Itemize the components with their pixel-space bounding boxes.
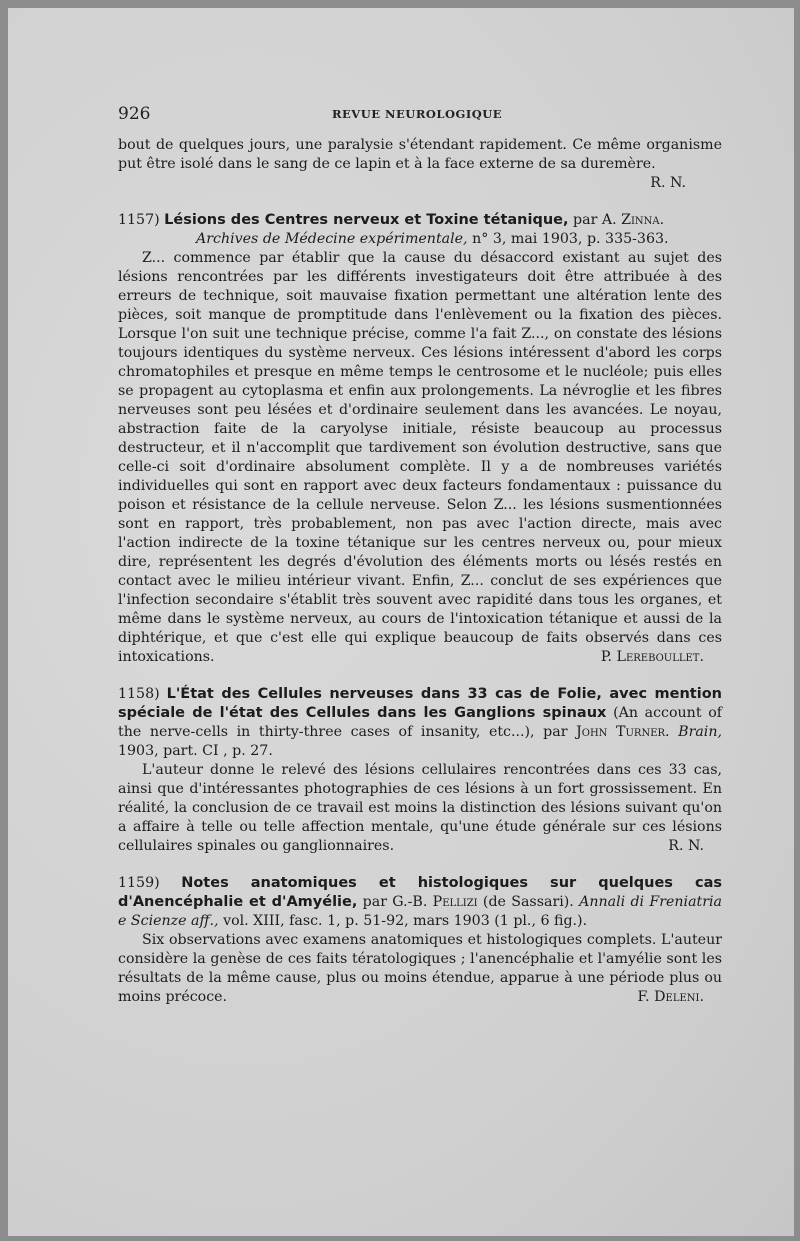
article-body: [118, 931, 722, 1007]
article-number: 1158): [118, 686, 160, 702]
intro-signature: R. N.: [650, 175, 686, 191]
article-author: G.-B. Pellizi: [392, 894, 478, 910]
article-author: A. Zinna.: [601, 212, 665, 228]
article-by: par: [357, 894, 393, 910]
article-title: Notes anatomiques et histologiques sur quelques cas d'Anencéphalie et d'Amyélie,: [118, 875, 722, 910]
article-signature: P. Lereboullet.: [600, 649, 704, 665]
page-number: 926: [118, 104, 151, 124]
article-details: vol. XIII, fasc. 1, p. 51-92, mars 1903 (1 pl., 6 fig.).: [218, 913, 588, 929]
page-body: [118, 136, 722, 1007]
article-text: Z... commence par établir que la cause du désaccord existant au sujet des lésions rencontrées par les différents investigateurs doit être attribuée à des erreurs de technique, soit mauvaise fixation permettant une altération lente des pièces, soit manque de promptitude dans l'enlèvement ou la fixation des pièces. Lorsque l'on suit une technique précise, comme l'a fait Z..., on constate des lésions toujours identiques du système nerveux. Ces lésions intéressent d'abord les corps chromatophiles et presque en même temps le centrosome et le nucléole; puis elles se propagent au cytoplasma et enfin aux prolongements. La névroglie et les fibres nerveuses sont peu lésées et d'ordinaire seulement dans les avancées. Le noyau, abstraction faite de la caryolyse initiale, résiste beaucoup au processus destructeur, et il n'accomplit que tardivement son évolution destructive, sans que celle-ci soit d'ordinaire absolument complète. Il y a de nombreuses variétés individuelles qui sont en rapport avec deux facteurs fondamentaux : puissance du poison et résistance de la cellule nerveuse. Selon Z... les lésions susmentionnées sont en rapport, très probablement, non pas avec l'action directe, mais avec l'action indirecte de la toxine tétanique sur les centres nerveux ou, pour mieux dire, représentent les degrés d'évolution des éléments morts ou lésés restés en contact avec le milieu intérieur vivant. Enfin, Z... conclut de ses expériences que l'infection secondaire s'établit très souvent avec rapidité dans tous les organes, et même dans le système nerveux, au cours de l'intoxication tétanique et aussi de la diphtérique, et que c'est elle qui explique beaucoup de faits observés dans ces intoxications.: [118, 250, 722, 665]
article-signature: F. Deleni.: [637, 989, 704, 1005]
article-ref-text: (An account of the nerve-cells in thirty-three cases of insanity, etc...), par: [118, 705, 722, 740]
article-origin: (de Sassari).: [477, 894, 580, 910]
article-journal: Brain,: [678, 724, 722, 740]
article-journal: Archives de Médecine expérimentale,: [196, 231, 468, 247]
intro-text: bout de quelques jours, une paralysie s'étendant rapidement. Ce même organisme put être isolé dans le sang de ce lapin et à la face externe de sa duremère.: [118, 137, 722, 172]
article-reference: [118, 230, 722, 249]
article-signature: R. N.: [668, 838, 704, 854]
page-header: [118, 104, 716, 126]
article-number: 1157): [118, 212, 160, 228]
article-by: par: [568, 212, 602, 228]
article-author: John Turner.: [576, 724, 670, 740]
intro-paragraph: [118, 136, 722, 174]
article-body: [118, 761, 722, 856]
article-text: L'auteur donne le relevé des lésions cellulaires rencontrées dans ces 33 cas, ainsi que d'intéressantes photographies de ces lésions à un fort grossissement. En réalité, la conclusion de ce travail est moins la distinction des lésions suivant qu'on a affaire à telle ou telle affection mentale, qu'une étude générale sur ces lésions cellulaires spinales ou ganglionnaires.: [118, 762, 722, 854]
article-1158: [118, 685, 722, 856]
article-body: [118, 249, 722, 667]
article-details: n° 3, mai 1903, p. 335-363.: [467, 231, 669, 247]
article-heading: [118, 874, 722, 931]
article-number: 1159): [118, 875, 160, 891]
scanned-page: [8, 8, 794, 1236]
article-1159: [118, 874, 722, 1007]
article-1157: [118, 211, 722, 667]
article-details: 1903, part. CI , p. 27.: [118, 743, 273, 759]
article-text: Six observations avec examens anatomiques et histologiques complets. L'auteur considère la genèse de ces faits tératologiques ; l'anencéphalie et l'amyélie sont les résultats de la même cause, plus ou moins étendue, apparue à une période plus ou moins précoce.: [118, 932, 722, 1005]
article-title: L'État des Cellules nerveuses dans 33 cas de Folie, avec mention spéciale de l'état des Cellules dans les Ganglions spinaux: [118, 686, 722, 721]
article-heading: [118, 685, 722, 761]
article-journal: Annali di Freniatria e Scienze aff.,: [118, 894, 723, 929]
running-title: REVUE NEUROLOGIQUE: [331, 107, 503, 121]
article-title: Lésions des Centres nerveux et Toxine tétanique,: [164, 212, 569, 228]
article-heading: [118, 211, 722, 230]
